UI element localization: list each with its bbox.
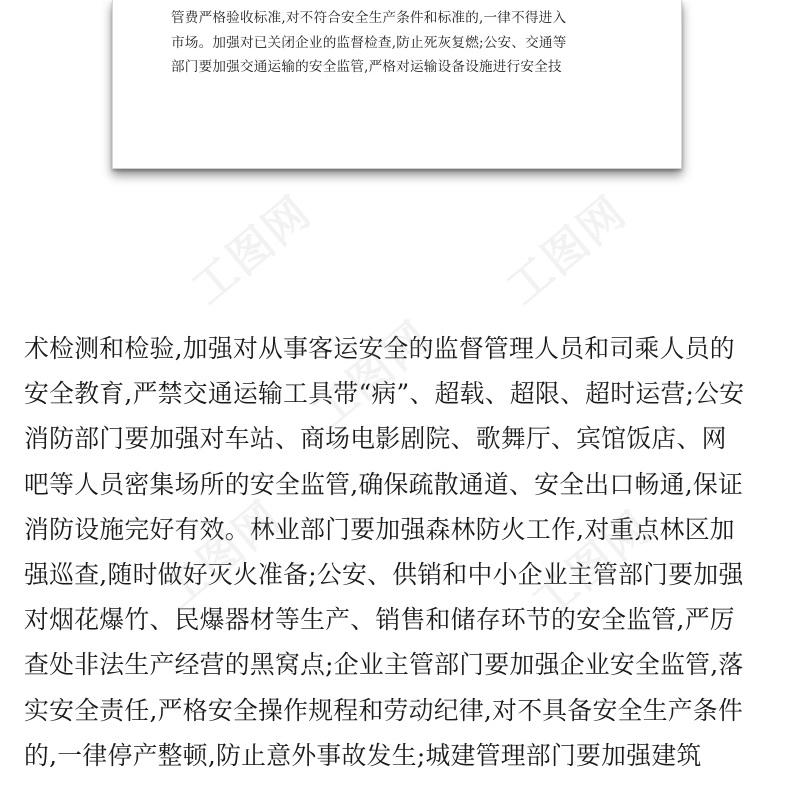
- document-text-block: [171, 6, 631, 80]
- watermark: 工图网: [182, 186, 322, 315]
- text-line: 查处非法生产经营的黑窝点;企业主管部门要加强企业安全监管,落: [24, 650, 744, 680]
- text-line: 管费严格验收标准,对不符合安全生产条件和标准的,一律不得进入: [171, 10, 567, 26]
- watermark: 工图网: [522, 501, 662, 630]
- text-line: 强巡查,随时做好灭火准备;公安、供销和中小企业主管部门要加强: [24, 560, 744, 590]
- watermark: 工图网: [497, 186, 637, 315]
- watermark: 工图网: [152, 491, 292, 620]
- text-line: 吧等人员密集场所的安全监管,确保疏散通道、安全出口畅通,保证: [24, 469, 744, 499]
- text-line: 市场。加强对已关闭企业的监督检查,防止死灰复燃;公安、交通等: [171, 34, 567, 51]
- text-line: 的,一律停产整顿,防止意外事故发生;城建管理部门要加强建筑: [24, 740, 702, 770]
- document-body-text: [24, 326, 784, 778]
- text-line: 实安全责任,严格安全操作规程和劳动纪律,对不具备安全生产条件: [24, 695, 744, 725]
- text-line: 部门要加强交通运输的安全监管,严格对运输设备设施进行安全技: [171, 59, 562, 75]
- watermark: 工图网: [302, 311, 442, 440]
- text-line: 消防设施完好有效。林业部门要加强森林防火工作,对重点林区加: [24, 514, 735, 544]
- text-line: 术检测和检验,加强对从事客运安全的监督管理人员和司乘人员的: [24, 334, 735, 363]
- text-line: 对烟花爆竹、民爆器材等生产、销售和储存环节的安全监管,严厉: [24, 605, 735, 635]
- text-line: 安全教育,严禁交通运输工具带“病”、超载、超限、超时运营;公安: [24, 379, 745, 409]
- text-line: 消防部门要加强对车站、商场电影剧院、歌舞厅、宾馆饭店、网: [24, 424, 727, 454]
- document-page-top: [112, 0, 682, 169]
